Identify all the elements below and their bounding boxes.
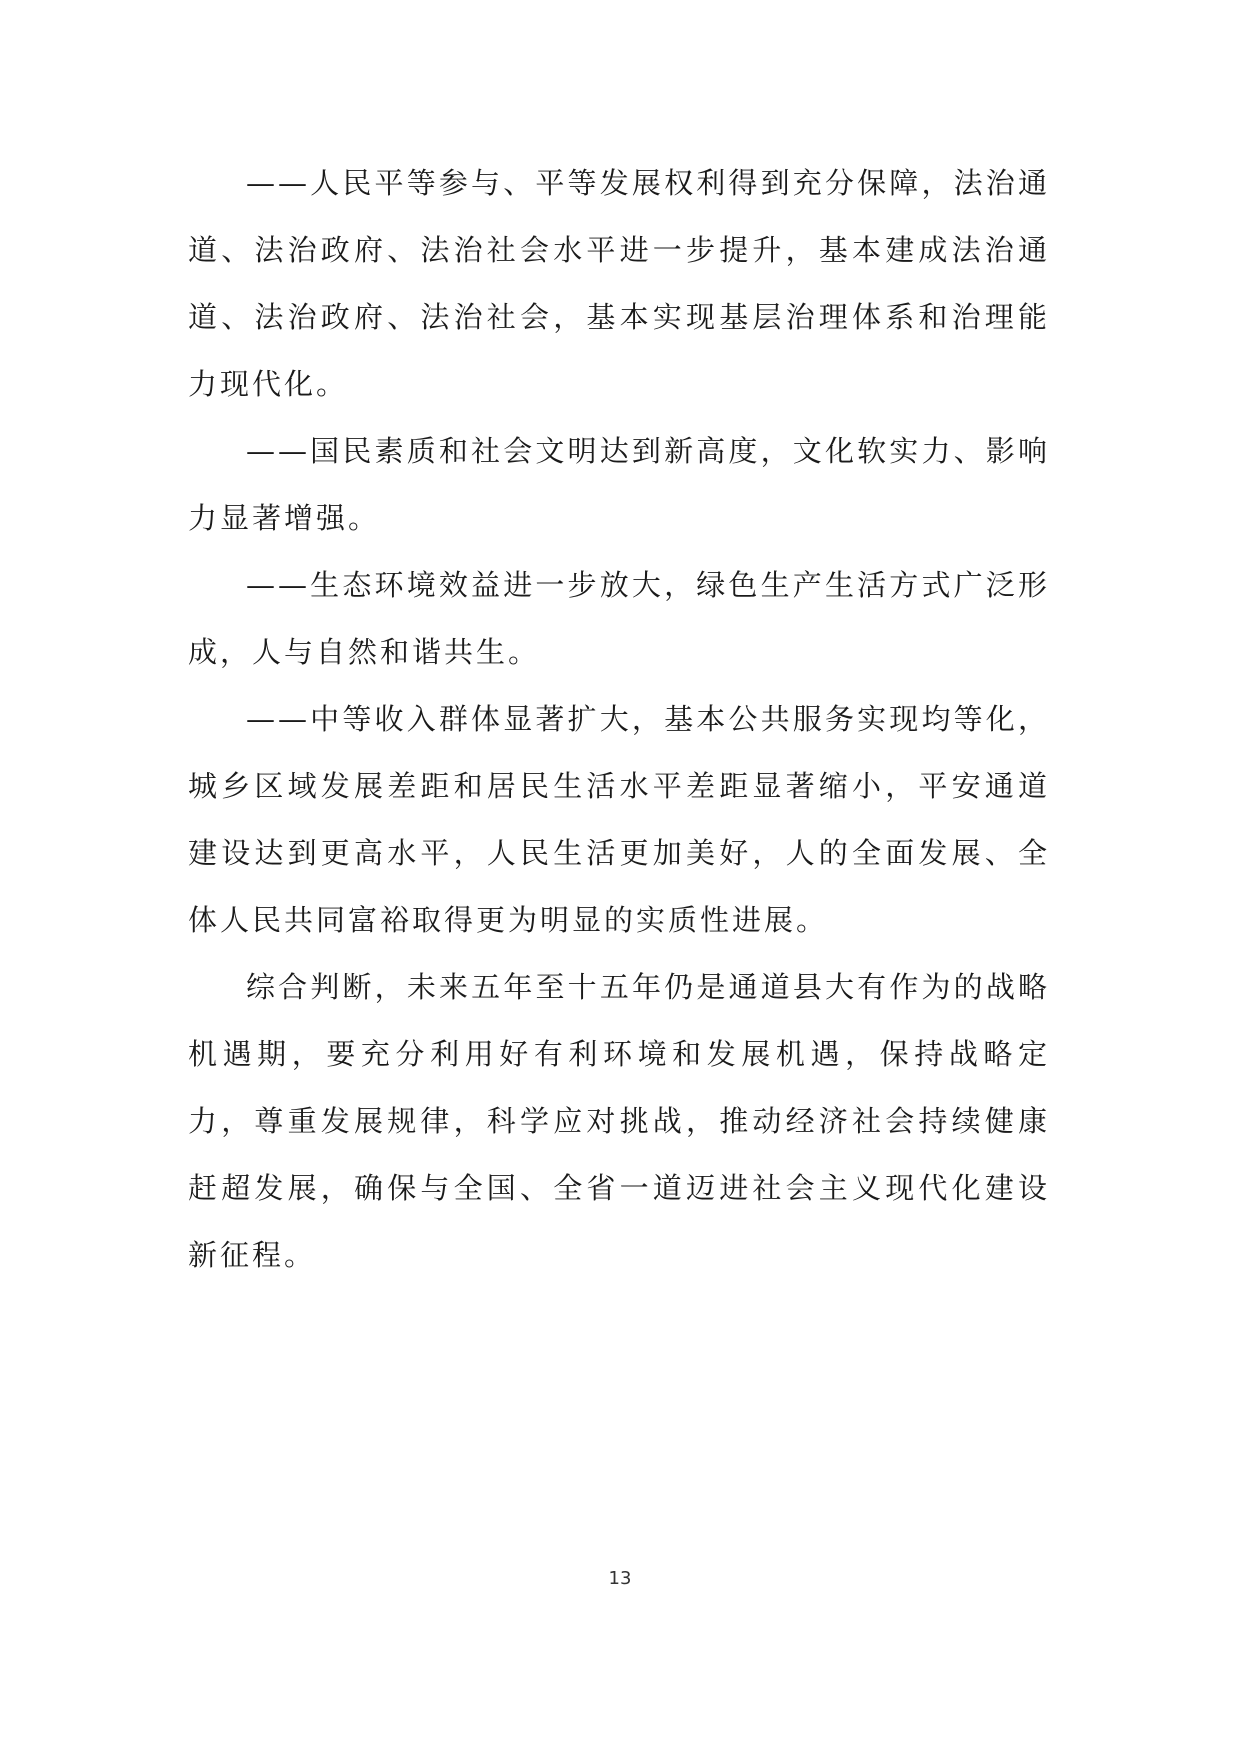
paragraph-ecology: ——生态环境效益进一步放大，绿色生产生活方式广泛形成，人与自然和谐共生。 xyxy=(188,568,1050,669)
page-number: 13 xyxy=(608,1568,632,1589)
paragraph-conclusion: 综合判断，未来五年至十五年仍是通道县大有作为的战略机遇期，要充分利用好有利环境和发展机遇，保持战略定力，尊重发展规律，科学应对挑战，推动经济社会持续健康赶超发展，确保与全国、全省一道迈进社会主义现代化建设新征程。 xyxy=(188,970,1050,1272)
paragraph-livelihood: ——中等收入群体显著扩大，基本公共服务实现均等化，城乡区域发展差距和居民生活水平差距显著缩小，平安通道建设达到更高水平，人民生活更加美好，人的全面发展、全体人民共同富裕取得更为明显的实质性进展。 xyxy=(188,702,1050,937)
document-body xyxy=(188,150,1050,1289)
paragraph-civilization: ——国民素质和社会文明达到新高度，文化软实力、影响力显著增强。 xyxy=(188,434,1050,535)
paragraph-rule-of-law: ——人民平等参与、平等发展权利得到充分保障，法治通道、法治政府、法治社会水平进一步提升，基本建成法治通道、法治政府、法治社会，基本实现基层治理体系和治理能力现代化。 xyxy=(188,166,1050,401)
